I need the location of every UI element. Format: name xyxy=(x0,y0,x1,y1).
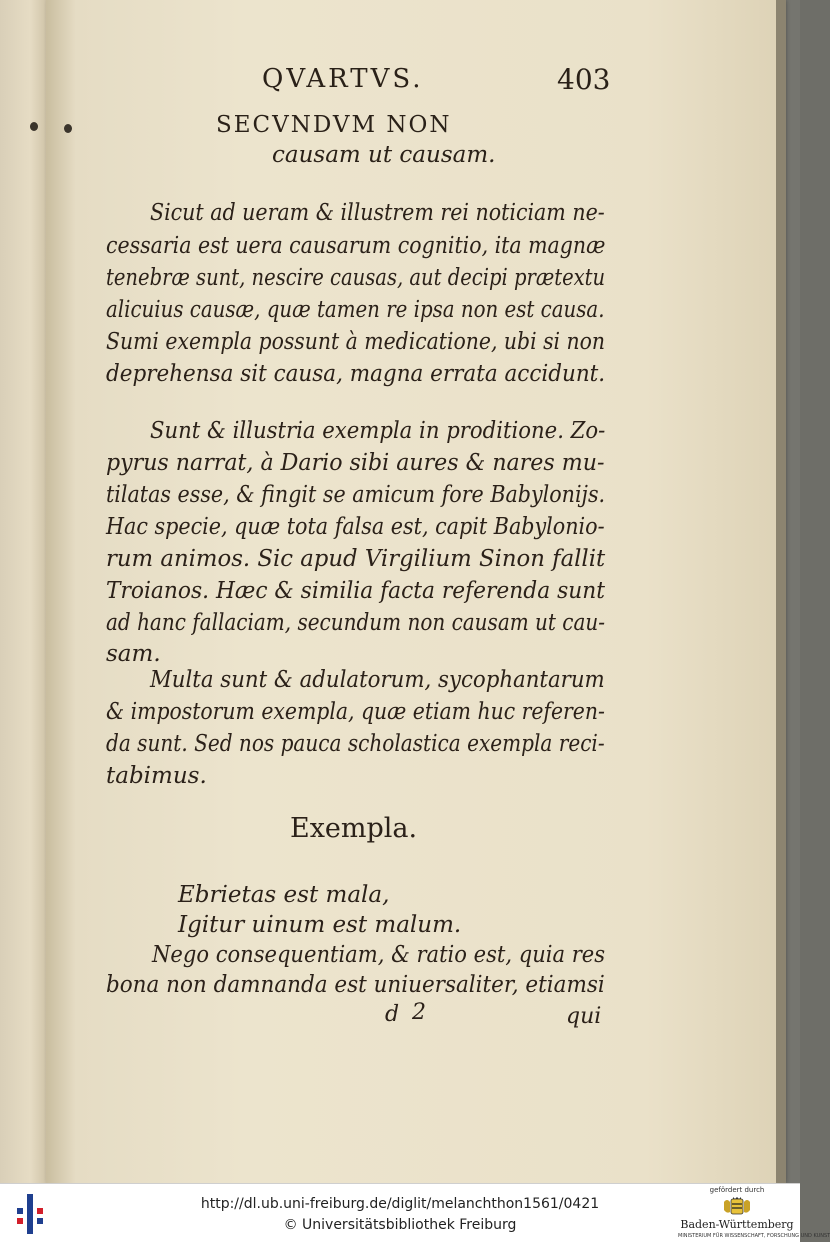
text-line: da sunt. Sed nos pauca scholastica exempla reci- xyxy=(106,731,605,757)
previous-page-edge xyxy=(0,0,50,1183)
text-line: deprehensa sit causa, magna errata accidunt. xyxy=(106,361,606,387)
binding-hole xyxy=(64,124,72,133)
text-line: tabimus. xyxy=(106,763,207,789)
sponsor-caption: gefördert durch xyxy=(709,1186,765,1194)
signature-mark: d xyxy=(385,1002,400,1027)
baden-wuerttemberg-crest-icon xyxy=(722,1196,752,1216)
text-line: tilatas esse, & fingit se amicum fore Babylonijs. xyxy=(106,482,606,508)
sponsor-name: Baden-Württemberg xyxy=(680,1218,794,1231)
example-line: bona non damnanda est uniuersaliter, etiamsi xyxy=(106,972,605,998)
footer-bar xyxy=(0,1183,830,1242)
page-number: 403 xyxy=(557,63,611,96)
sponsor-block xyxy=(678,1186,830,1240)
text-line: rum animos. Sic apud Virgilium Sinon fallit xyxy=(106,546,606,572)
footer-copyright: © Universitätsbibliothek Freiburg xyxy=(283,1217,517,1233)
text-line: tenebræ sunt, nescire causas, aut decipi prætextu xyxy=(106,265,606,291)
example-line: Igitur uinum est malum. xyxy=(178,912,462,938)
text-line: alicuius causæ, quæ tamen re ipsa non est causa. xyxy=(106,297,605,323)
exempla-heading: Exempla. xyxy=(290,813,418,844)
section-heading: SECVNDVM NON xyxy=(216,112,452,138)
text-line: sam. xyxy=(106,641,161,667)
text-line: Sunt & illustria exempla in proditione. Zo- xyxy=(150,418,606,444)
signature-number: 2 xyxy=(412,1000,426,1025)
section-subheading: causam ut causam. xyxy=(272,142,496,168)
footer-url-link[interactable]: http://dl.ub.uni-freiburg.de/diglit/melanchthon1561/0421 xyxy=(200,1196,600,1212)
text-line: cessaria est uera causarum cognitio, ita magnæ xyxy=(106,233,606,259)
text-line: Troianos. Hæc & similia facta referenda sunt xyxy=(106,578,605,604)
page-edge-shadow xyxy=(776,0,786,1183)
text-line: ad hanc fallaciam, secundum non causam ut cau- xyxy=(106,610,606,636)
text-line: pyrus narrat, à Dario sibi aures & nares mu- xyxy=(106,450,605,476)
example-line: Ebrietas est mala, xyxy=(178,882,390,908)
example-line: Nego consequentiam, & ratio est, quia res xyxy=(152,942,606,968)
text-line: Hac specie, quæ tota falsa est, capit Babylonio- xyxy=(106,514,605,540)
text-line: Multa sunt & adulatorum, sycophantarum xyxy=(150,667,605,693)
text-line: Sumi exempla possunt à medicatione, ubi si non xyxy=(106,329,606,355)
running-head: QVARTVS. xyxy=(262,64,424,94)
catchword: qui xyxy=(566,1004,602,1029)
text-line: Sicut ad ueram & illustrem rei noticiam ne- xyxy=(150,200,605,226)
binding-hole xyxy=(30,122,38,131)
sponsor-ministry: MINISTERIUM FÜR WISSENSCHAFT, FORSCHUNG UND KUNST xyxy=(678,1233,830,1239)
text-line: & impostorum exempla, quæ etiam huc referen- xyxy=(106,699,605,725)
